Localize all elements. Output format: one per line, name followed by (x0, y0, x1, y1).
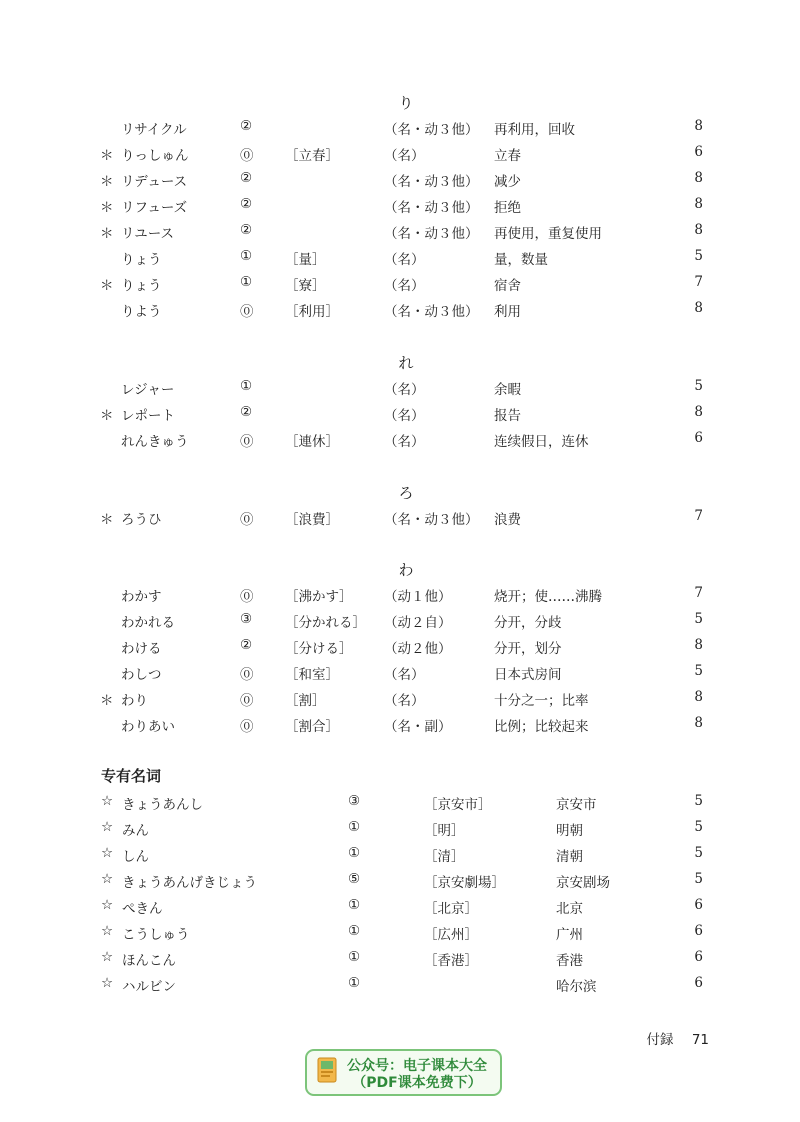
vocab-row (0, 430, 800, 456)
lesson-number: 5 (694, 611, 703, 627)
word-kana: レジャー (121, 382, 175, 398)
accent-mark: ① (240, 274, 253, 290)
star-outline-icon: ☆ (101, 845, 114, 861)
book-logo-icon (317, 1057, 337, 1085)
meaning: 广州 (556, 927, 583, 943)
accent-mark: ① (240, 378, 253, 394)
lesson-number: 6 (694, 949, 703, 965)
meaning: 日本式房间 (494, 667, 562, 683)
meaning: 比例；比较起来 (494, 719, 589, 735)
lesson-number: 8 (694, 300, 703, 316)
word-kanji: ［沸かす］ (285, 589, 353, 605)
vocab-row (0, 118, 800, 144)
star-outline-icon: ☆ (101, 975, 114, 991)
lesson-number: 7 (694, 585, 703, 601)
accent-mark: ⓪ (240, 693, 254, 709)
meaning: 拒绝 (494, 200, 521, 216)
part-of-speech: （名・动３他） (384, 226, 479, 242)
vocab-row (0, 611, 800, 637)
lesson-number: 8 (694, 637, 703, 653)
vocab-row (0, 508, 800, 534)
word-kana: きょうあんし (122, 797, 203, 813)
meaning: 浪费 (494, 512, 521, 528)
vocab-row (0, 689, 800, 715)
part-of-speech: （动１他） (384, 589, 452, 605)
part-of-speech: （名） (384, 382, 425, 398)
accent-mark: ⑤ (348, 871, 361, 887)
part-of-speech: （名・副） (384, 719, 452, 735)
section-heading-wa: わ (398, 561, 414, 579)
star-mark: ＊ (100, 200, 114, 216)
proper-noun-row (0, 871, 800, 897)
meaning: 利用 (494, 304, 521, 320)
part-of-speech: （名） (384, 278, 425, 294)
accent-mark: ② (240, 222, 253, 238)
meaning: 再使用，重复使用 (494, 226, 602, 242)
accent-mark: ② (240, 404, 253, 420)
meaning: 清朝 (556, 849, 583, 865)
word-kana: わりあい (121, 719, 175, 735)
word-kana: しん (122, 849, 149, 865)
word-kanji: ［香港］ (424, 953, 478, 969)
lesson-number: 8 (694, 689, 703, 705)
word-kana: ぺきん (122, 901, 163, 917)
lesson-number: 5 (694, 793, 703, 809)
part-of-speech: （动２自） (384, 615, 452, 631)
proper-noun-row (0, 897, 800, 923)
accent-mark: ② (240, 170, 253, 186)
accent-mark: ③ (348, 793, 361, 809)
footer-label: 付録 (646, 1032, 674, 1048)
lesson-number: 8 (694, 196, 703, 212)
word-kanji: ［立春］ (285, 148, 339, 164)
word-kana: リサイクル (121, 122, 187, 138)
part-of-speech: （名・动３他） (384, 174, 479, 190)
word-kana: ほんこん (122, 953, 176, 969)
vocab-row (0, 196, 800, 222)
word-kana: きょうあんげきじょう (122, 875, 257, 891)
vocab-row (0, 404, 800, 430)
part-of-speech: （名・动３他） (384, 304, 479, 320)
meaning: 十分之一；比率 (494, 693, 589, 709)
meaning: 余暇 (494, 382, 521, 398)
star-mark: ＊ (100, 174, 114, 190)
part-of-speech: （名・动３他） (384, 512, 479, 528)
lesson-number: 7 (694, 508, 703, 524)
vocab-row (0, 222, 800, 248)
meaning: 立春 (494, 148, 521, 164)
accent-mark: ⓪ (240, 148, 254, 164)
lesson-number: 8 (694, 118, 703, 134)
vocab-row (0, 663, 800, 689)
vocab-row (0, 378, 800, 404)
word-kanji: ［利用］ (285, 304, 339, 320)
word-kanji: ［京安劇場］ (424, 875, 505, 891)
lesson-number: 8 (694, 170, 703, 186)
word-kanji: ［広州］ (424, 927, 478, 943)
word-kana: りよう (121, 304, 162, 320)
meaning: 再利用，回收 (494, 122, 575, 138)
vocab-row (0, 274, 800, 300)
accent-mark: ⓪ (240, 667, 254, 683)
accent-mark: ③ (240, 611, 253, 627)
watermark-line-2: （PDF课本免费下） (352, 1075, 482, 1091)
star-outline-icon: ☆ (101, 793, 114, 809)
word-kanji: ［明］ (424, 823, 465, 839)
proper-noun-row (0, 845, 800, 871)
lesson-number: 5 (694, 378, 703, 394)
section-heading-ri: り (398, 94, 414, 112)
word-kanji: ［浪費］ (285, 512, 339, 528)
meaning: 明朝 (556, 823, 583, 839)
vocab-row (0, 715, 800, 741)
part-of-speech: （名） (384, 693, 425, 709)
vocab-row (0, 637, 800, 663)
accent-mark: ① (348, 923, 361, 939)
proper-noun-row (0, 949, 800, 975)
star-mark: ＊ (100, 693, 114, 709)
meaning: 分开，划分 (494, 641, 562, 657)
part-of-speech: （名） (384, 252, 425, 268)
part-of-speech: （名） (384, 148, 425, 164)
accent-mark: ⓪ (240, 719, 254, 735)
accent-mark: ② (240, 637, 253, 653)
word-kana: レポート (121, 408, 175, 424)
meaning: 报告 (494, 408, 521, 424)
vocab-row (0, 300, 800, 326)
meaning: 减少 (494, 174, 521, 190)
word-kana: わかれる (121, 615, 175, 631)
meaning: 哈尔滨 (556, 979, 597, 995)
lesson-number: 6 (694, 430, 703, 446)
lesson-number: 5 (694, 871, 703, 887)
star-mark: ＊ (100, 512, 114, 528)
meaning: 京安市 (556, 797, 597, 813)
lesson-number: 6 (694, 144, 703, 160)
star-outline-icon: ☆ (101, 871, 114, 887)
word-kanji: ［京安市］ (424, 797, 492, 813)
meaning: 量，数量 (494, 252, 548, 268)
word-kana: わしつ (121, 667, 162, 683)
accent-mark: ① (348, 897, 361, 913)
lesson-number: 5 (694, 845, 703, 861)
page-footer (647, 1028, 709, 1048)
part-of-speech: （名） (384, 667, 425, 683)
meaning: 香港 (556, 953, 583, 969)
lesson-number: 7 (694, 274, 703, 290)
page-number: 71 (691, 1032, 709, 1048)
lesson-number: 5 (694, 663, 703, 679)
word-kanji: ［和室］ (285, 667, 339, 683)
accent-mark: ⓪ (240, 512, 254, 528)
proper-noun-row (0, 975, 800, 1001)
word-kana: ろうひ (121, 512, 162, 528)
accent-mark: ⓪ (240, 589, 254, 605)
part-of-speech: （名・动３他） (384, 200, 479, 216)
star-outline-icon: ☆ (101, 897, 114, 913)
lesson-number: 8 (694, 404, 703, 420)
proper-noun-row (0, 793, 800, 819)
word-kana: リデュース (121, 174, 188, 190)
lesson-number: 5 (694, 248, 703, 264)
accent-mark: ① (240, 248, 253, 264)
word-kana: ハルビン (122, 979, 176, 995)
vocab-row (0, 585, 800, 611)
star-outline-icon: ☆ (101, 923, 114, 939)
word-kana: りょう (121, 278, 162, 294)
star-mark: ＊ (100, 278, 114, 294)
vocab-row (0, 248, 800, 274)
word-kanji: ［連休］ (285, 434, 339, 450)
word-kanji: ［北京］ (424, 901, 478, 917)
watermark-stamp (305, 1049, 502, 1096)
word-kana: りっしゅん (121, 148, 189, 164)
lesson-number: 8 (694, 715, 703, 731)
word-kana: りょう (121, 252, 162, 268)
star-outline-icon: ☆ (101, 819, 114, 835)
meaning: 连续假日，连休 (494, 434, 589, 450)
word-kana: わり (121, 693, 148, 709)
accent-mark: ① (348, 819, 361, 835)
word-kanji: ［割合］ (285, 719, 339, 735)
word-kana: みん (122, 823, 149, 839)
lesson-number: 8 (694, 222, 703, 238)
part-of-speech: （名・动３他） (384, 122, 479, 138)
accent-mark: ② (240, 196, 253, 212)
accent-mark: ⓪ (240, 304, 254, 320)
word-kana: リユース (121, 226, 175, 242)
word-kanji: ［量］ (285, 252, 326, 268)
accent-mark: ⓪ (240, 434, 254, 450)
word-kanji: ［寮］ (285, 278, 326, 294)
word-kanji: ［清］ (424, 849, 465, 865)
word-kana: わける (121, 641, 162, 657)
accent-mark: ① (348, 949, 361, 965)
accent-mark: ② (240, 118, 253, 134)
meaning: 分开，分歧 (494, 615, 562, 631)
meaning: 京安剧场 (556, 875, 610, 891)
word-kanji: ［分かれる］ (285, 615, 366, 631)
word-kanji: ［割］ (285, 693, 326, 709)
proper-noun-row (0, 923, 800, 949)
word-kanji: ［分ける］ (285, 641, 353, 657)
proper-noun-row (0, 819, 800, 845)
lesson-number: 5 (694, 819, 703, 835)
lesson-number: 6 (694, 923, 703, 939)
word-kana: こうしゅう (122, 927, 190, 943)
proper-nouns-title: 专有名词 (101, 767, 162, 785)
part-of-speech: （名） (384, 434, 425, 450)
watermark-line-1: 公众号：电子课本大全 (347, 1058, 487, 1074)
accent-mark: ① (348, 845, 361, 861)
part-of-speech: （名） (384, 408, 425, 424)
lesson-number: 6 (694, 975, 703, 991)
section-heading-ro: ろ (398, 484, 414, 502)
word-kana: れんきゅう (121, 434, 189, 450)
vocab-row (0, 170, 800, 196)
vocab-row (0, 144, 800, 170)
word-kana: わかす (121, 589, 162, 605)
star-outline-icon: ☆ (101, 949, 114, 965)
star-mark: ＊ (100, 226, 114, 242)
meaning: 烧开；使……沸腾 (494, 589, 602, 605)
meaning: 北京 (556, 901, 583, 917)
section-heading-re: れ (398, 354, 414, 372)
star-mark: ＊ (100, 148, 114, 164)
part-of-speech: （动２他） (384, 641, 452, 657)
accent-mark: ① (348, 975, 361, 991)
lesson-number: 6 (694, 897, 703, 913)
word-kana: リフューズ (121, 200, 188, 216)
star-mark: ＊ (100, 408, 114, 424)
meaning: 宿舍 (494, 278, 521, 294)
